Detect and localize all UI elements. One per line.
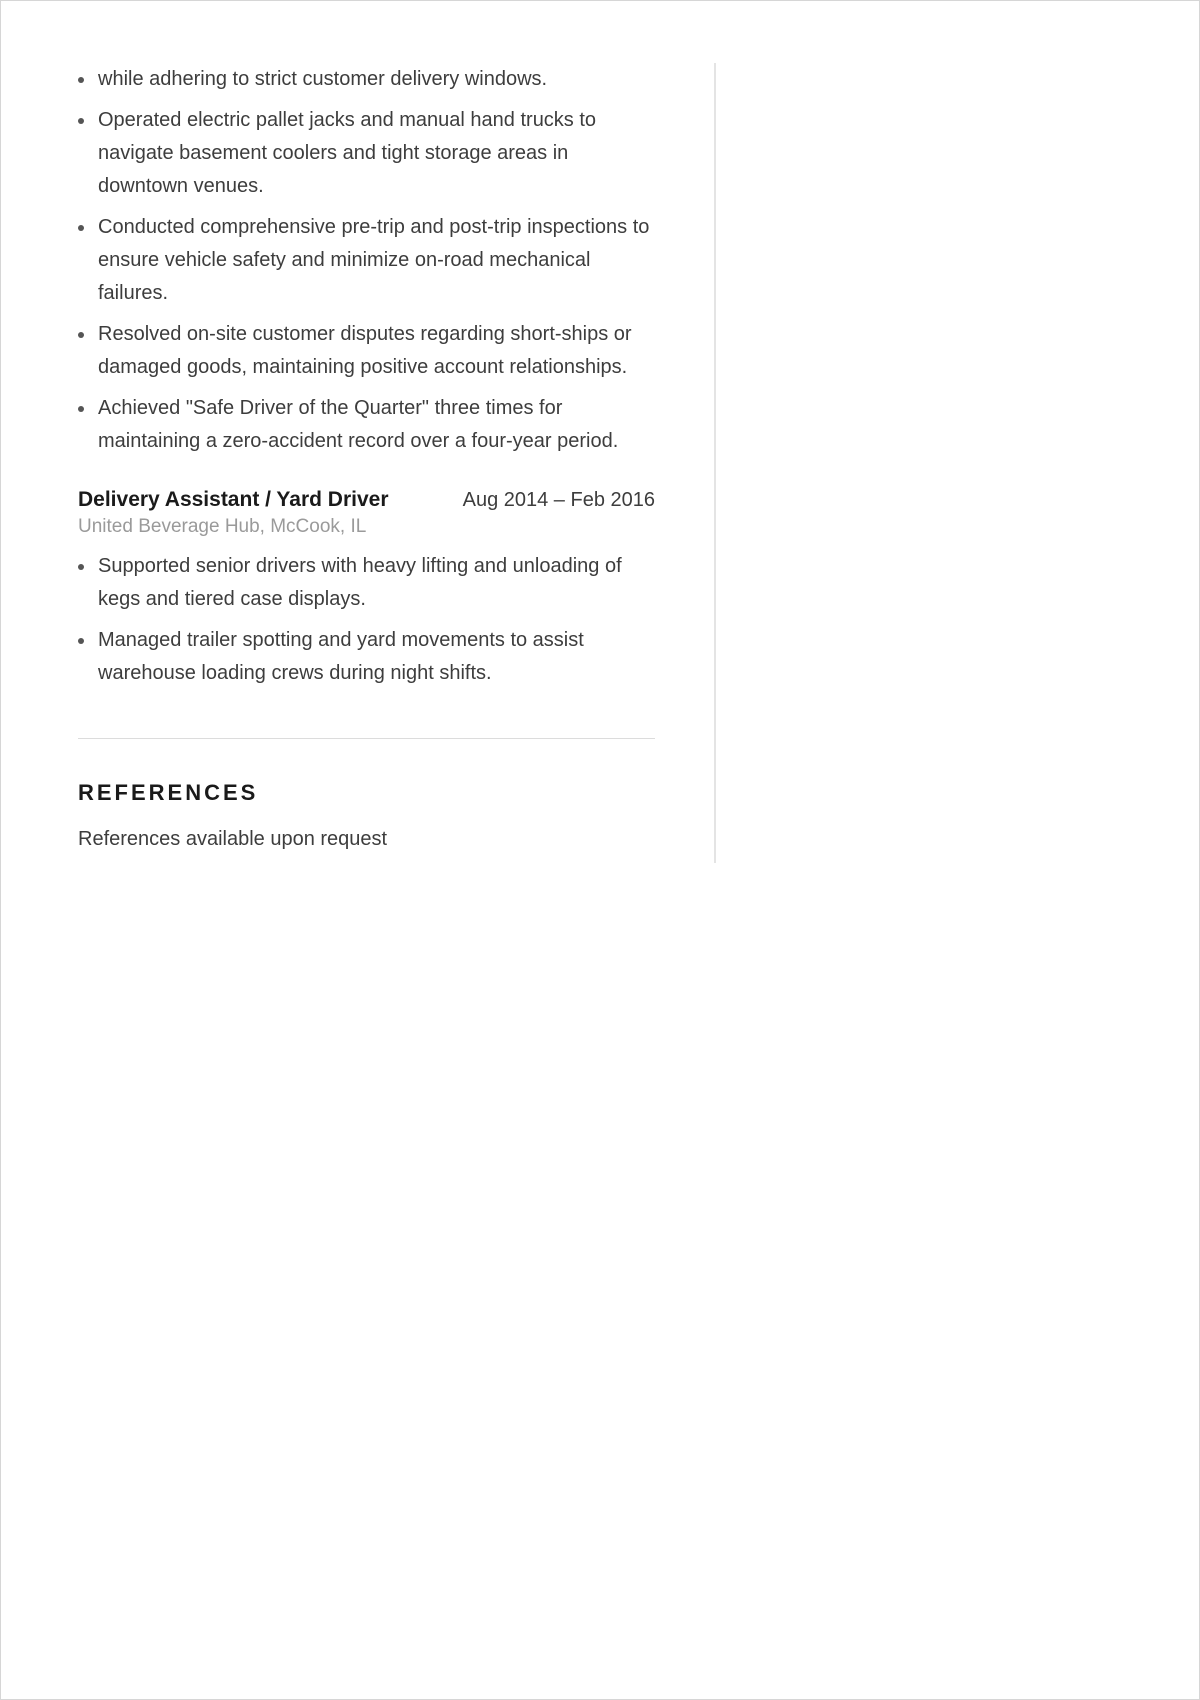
list-item: Operated electric pallet jacks and manual hand trucks to navigate basement coolers and tight storage areas in downtown venues. [78,104,655,203]
job-company: United Beverage Hub, McCook, IL [78,516,367,537]
list-item: while adhering to strict customer delivery windows. [78,63,655,96]
main-column [78,63,655,853]
list-item: Conducted comprehensive pre-trip and post-trip inspections to ensure vehicle safety and minimize on-road mechanical failures. [78,211,655,310]
job-title: Delivery Assistant / Yard Driver [78,488,389,511]
job-header [78,486,655,514]
references-heading: REFERENCES [78,780,259,805]
bullet-dot-icon [78,77,84,83]
references-text: References available upon request [78,828,388,850]
column-divider [714,63,716,863]
experience-continued-bullets [78,63,655,458]
job-dates: Aug 2014 – Feb 2016 [462,489,655,511]
bullet-dot-icon [78,564,84,570]
list-item: Managed trailer spotting and yard movements to assist warehouse loading crews during night shifts. [78,624,655,690]
bullet-dot-icon [78,638,84,644]
list-item: Resolved on-site customer disputes regarding short-ships or damaged goods, maintaining positive account relationships. [78,318,655,384]
references-section [78,779,655,853]
job-entry [78,486,655,690]
bullet-dot-icon [78,332,84,338]
list-item: Achieved "Safe Driver of the Quarter" three times for maintaining a zero-accident record over a four-year period. [78,392,655,458]
bullet-dot-icon [78,118,84,124]
job-bullets [78,550,655,690]
section-divider [78,738,655,739]
bullet-dot-icon [78,406,84,412]
list-item: Supported senior drivers with heavy lifting and unloading of kegs and tiered case displays. [78,550,655,616]
bullet-dot-icon [78,225,84,231]
